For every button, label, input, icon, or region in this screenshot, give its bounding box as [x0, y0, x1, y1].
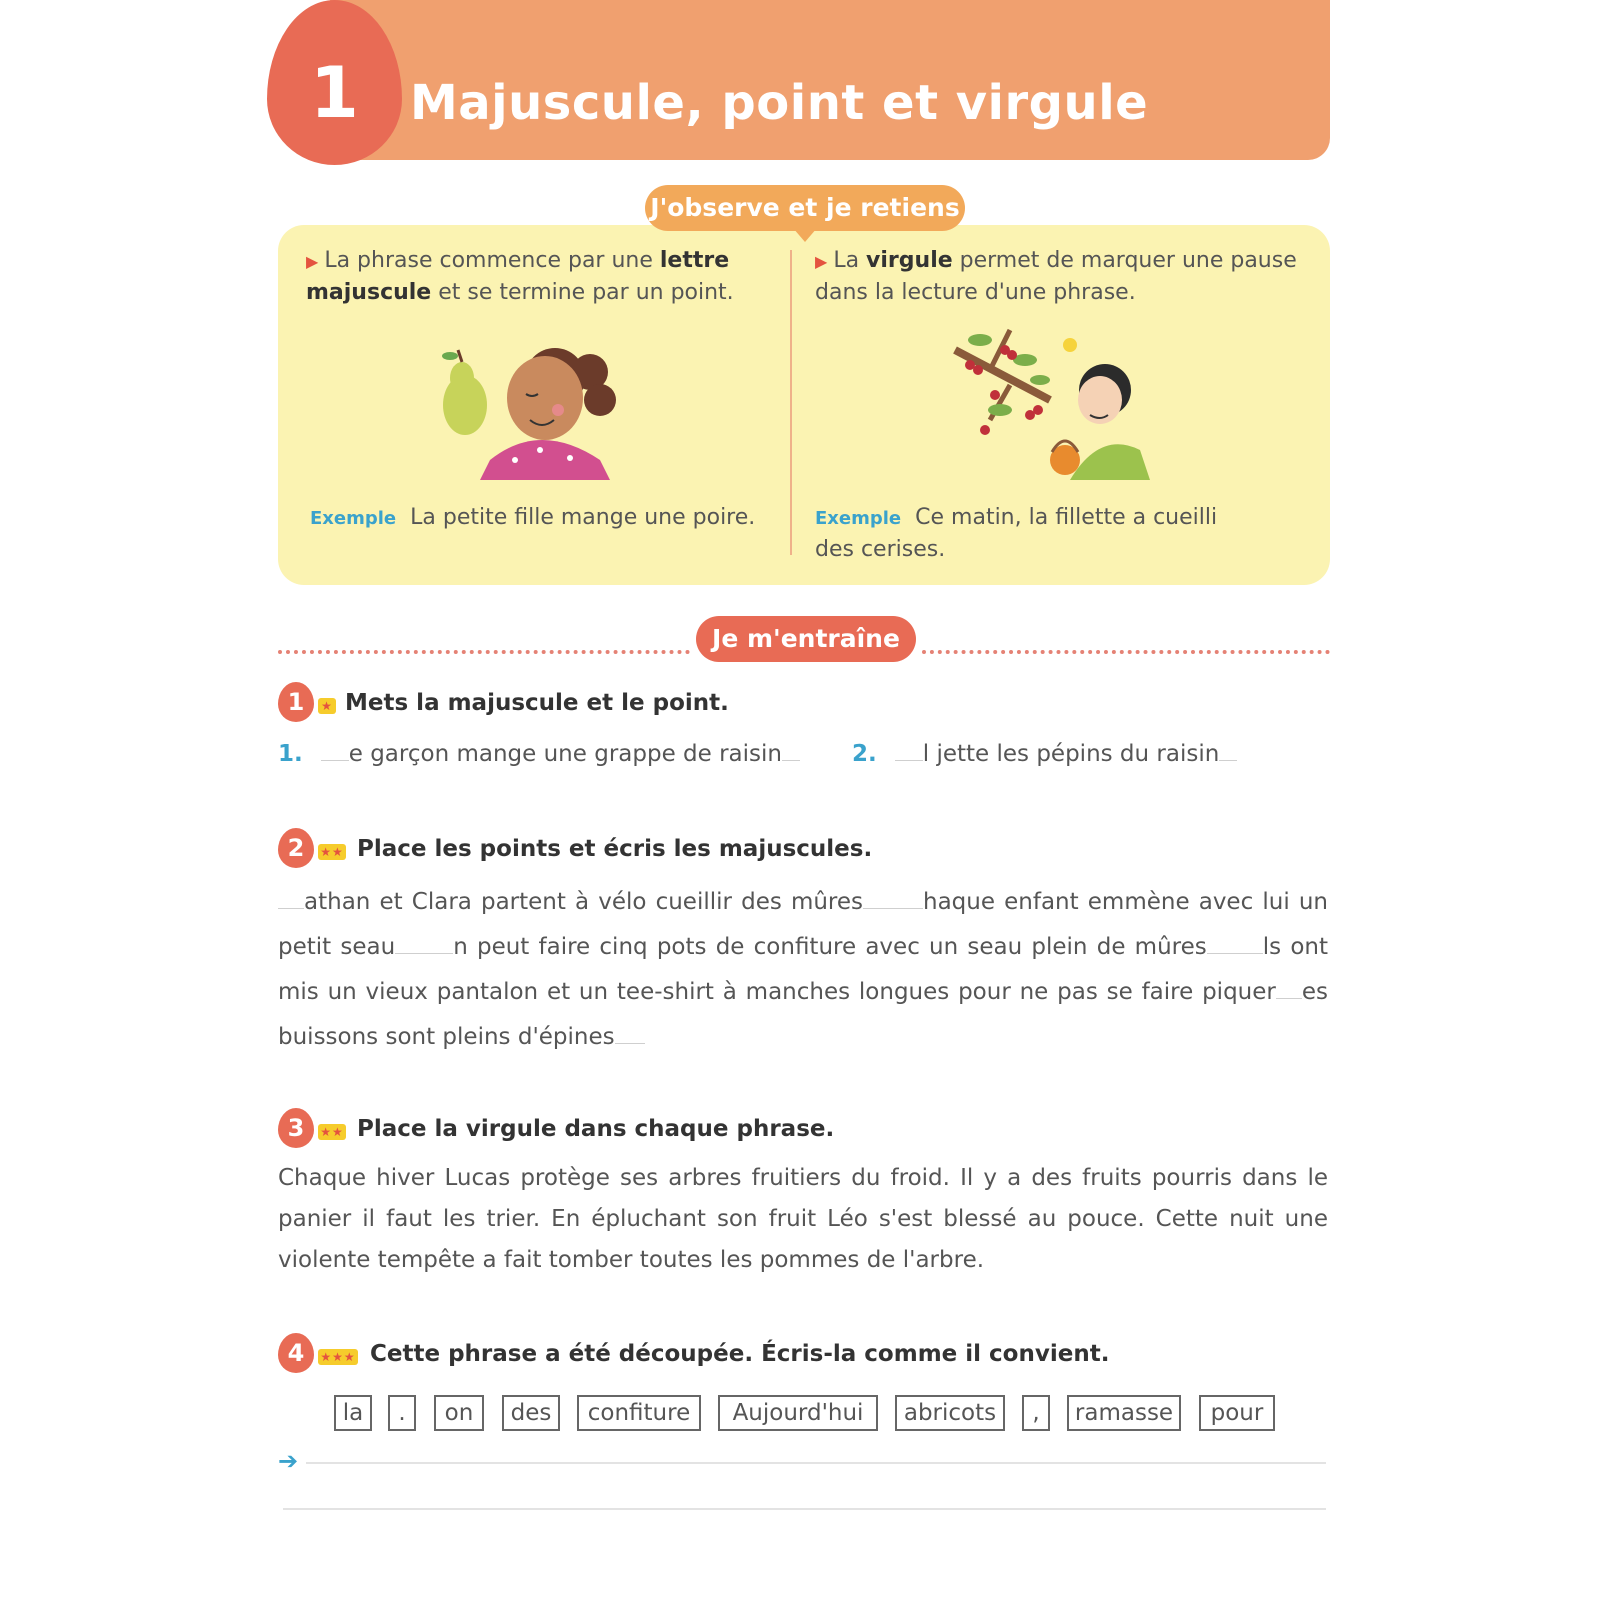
page-title: Majuscule, point et virgule — [410, 75, 1149, 131]
sentence: es buissons sont pleins d'épines — [278, 979, 1328, 1050]
word-tile[interactable]: des — [502, 1395, 560, 1431]
word-tile[interactable]: pour — [1199, 1395, 1275, 1431]
exercise-number: 4 — [278, 1333, 314, 1373]
example-tag: Exemple — [815, 508, 902, 529]
word-tile[interactable]: . — [388, 1395, 416, 1431]
example-left — [310, 502, 755, 534]
exercise-title: Place les points et écris les majuscules. — [357, 836, 873, 862]
exercise-title: Place la virgule dans chaque phrase. — [357, 1116, 835, 1142]
word-tile[interactable]: abricots — [895, 1395, 1005, 1431]
girl-picking-cherries-illustration — [950, 320, 1160, 480]
sentence: n peut faire cinq pots de confiture avec un seau plein de mûres — [453, 934, 1207, 960]
difficulty-stars: ★ — [318, 698, 336, 714]
rule-text: permet de marquer une pause dans la lecture d'une phrase. — [815, 248, 1297, 305]
rule-text: et se termine par un point. — [431, 280, 734, 305]
answer-blank[interactable] — [782, 741, 800, 761]
answer-blank[interactable] — [1207, 934, 1263, 954]
exercise-paragraph: Chaque hiver Lucas protège ses arbres fruitiers du froid. Il y a des fruits pourris dans le panier il faut les trier. En épluchant son fruit Léo s'est blessé au pouce. Cette nuit une violente tempête a fait tomber toutes les pommes de l'arbre. — [278, 1165, 1328, 1273]
item-number: 2. — [852, 741, 877, 767]
dotted-separator-left — [278, 650, 690, 654]
answer-blank[interactable] — [278, 889, 304, 909]
exercise-item — [852, 741, 1237, 767]
dotted-separator-right — [922, 650, 1330, 654]
word-tile[interactable]: ramasse — [1067, 1395, 1181, 1431]
rule-text: La phrase commence par une — [324, 248, 660, 273]
exercise-number: 3 — [278, 1108, 314, 1148]
observe-divider — [790, 250, 792, 555]
answer-blank[interactable] — [863, 889, 923, 909]
example-right — [815, 502, 1255, 565]
girl-with-pear-illustration — [430, 320, 630, 480]
rule-bold: virgule — [866, 248, 953, 273]
rule-bold: lettre majuscule — [306, 248, 730, 305]
difficulty-stars: ★★ — [318, 1124, 346, 1140]
word-tile[interactable]: confiture — [577, 1395, 701, 1431]
observe-label: J'observe et je retiens — [645, 185, 965, 231]
sentence: ls ont mis un vieux pantalon et un tee-shirt à manches longues pour ne pas se faire piquer — [278, 934, 1328, 1005]
item-text: e garçon mange une grappe de raisin — [348, 741, 782, 767]
answer-blank[interactable] — [395, 934, 453, 954]
arrow-right-icon: ➔ — [278, 1447, 299, 1475]
rule-comma — [815, 245, 1305, 308]
exercise-title: Cette phrase a été découpée. Écris-la comme il convient. — [370, 1341, 1110, 1367]
exercise-item — [278, 741, 800, 767]
item-number: 1. — [278, 741, 303, 767]
sentence: haque enfant emmène avec lui un petit seau — [278, 889, 1328, 960]
answer-line[interactable] — [306, 1462, 1326, 1464]
example-tag: Exemple — [310, 508, 397, 529]
triangle-bullet-icon: ▶ — [306, 252, 319, 271]
train-section-label: Je m'entraîne — [696, 616, 916, 662]
answer-blank[interactable] — [321, 741, 349, 761]
item-text: l jette les pépins du raisin — [922, 741, 1220, 767]
word-tile[interactable]: on — [434, 1395, 484, 1431]
word-tile[interactable]: Aujourd'hui — [718, 1395, 878, 1431]
rule-capital-point — [306, 245, 776, 308]
sentence: athan et Clara partent à vélo cueillir des mûres — [304, 889, 864, 915]
exercise-number: 1 — [278, 682, 314, 722]
observe-label-notch — [793, 228, 817, 242]
difficulty-stars: ★★ — [318, 844, 346, 860]
lesson-number: 1 — [310, 52, 359, 134]
triangle-bullet-icon: ▶ — [815, 252, 828, 271]
difficulty-stars: ★★★ — [318, 1349, 358, 1365]
rule-text: La — [833, 248, 867, 273]
exercise-number: 2 — [278, 828, 314, 868]
exercise-paragraph — [278, 880, 1328, 1060]
example-text: La petite fille mange une poire. — [410, 505, 756, 530]
answer-blank[interactable] — [895, 741, 923, 761]
example-text: Ce matin, la fillette a cueilli des cerises. — [815, 505, 1218, 562]
answer-blank[interactable] — [1219, 741, 1237, 761]
word-tile[interactable]: , — [1022, 1395, 1050, 1431]
answer-blank[interactable] — [1276, 979, 1302, 999]
word-tile[interactable]: la — [334, 1395, 372, 1431]
answer-line[interactable] — [283, 1508, 1326, 1510]
exercise-title: Mets la majuscule et le point. — [345, 690, 729, 716]
answer-blank[interactable] — [615, 1024, 645, 1044]
